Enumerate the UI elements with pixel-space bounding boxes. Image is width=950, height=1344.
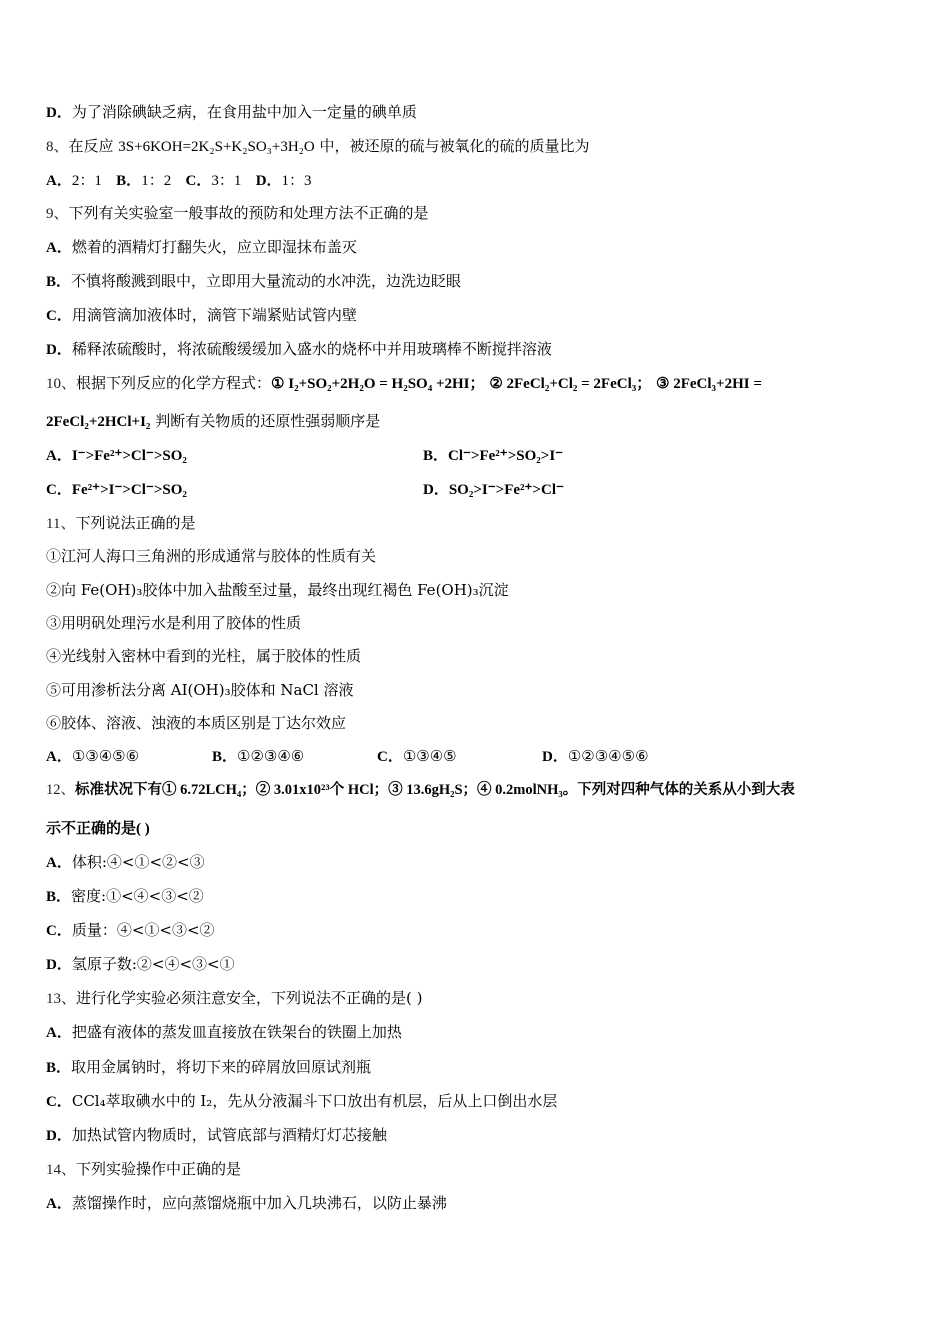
option-text: 加热试管内物质时，试管底部与酒精灯灯芯接触 (71, 1126, 387, 1144)
q13-option-a (46, 1022, 402, 1043)
option-letter: D． (46, 342, 72, 358)
q14-stem (46, 1159, 241, 1180)
q12-stem-line2 (46, 818, 150, 839)
option-letter: A． (46, 749, 72, 765)
option-text: CCl₄萃取碘水中的 I₂，先从分液漏斗下口放出有机层，后从上口倒出水层 (71, 1092, 558, 1110)
option-letter: B． (116, 173, 142, 189)
q12-option-a (46, 852, 205, 873)
option-text: ①③④⑤ (402, 747, 457, 765)
q9-option-c (46, 305, 357, 326)
q11-statement-5: ⑤可用渗析法分离 AI(OH)₃胶体和 NaCl 溶液 (46, 681, 354, 699)
q11-statement-3: ③用明矾处理污水是利用了胶体的性质 (46, 614, 302, 632)
question-stem-b: 示不正确的是( ) (46, 821, 150, 837)
option-letter: C． (377, 749, 403, 765)
question-stem-pre: 根据下列反应的化学方程式： (76, 374, 272, 392)
q9-stem (46, 203, 429, 224)
question-number: 12、 (46, 782, 75, 798)
option-letter: D． (46, 105, 72, 121)
option-letter: A． (46, 240, 72, 256)
option-letter: B． (212, 749, 238, 765)
option-text: 燃着的酒精灯打翻失火，应立即湿抹布盖灭 (71, 238, 357, 256)
option-letter: C． (46, 308, 72, 324)
option-text: 把盛有液体的蒸发皿直接放在铁架台的铁圈上加热 (71, 1023, 402, 1041)
q12-option-d (46, 954, 235, 975)
option-letter: C． (185, 173, 212, 189)
q11-statement-4: ④光线射入密林中看到的光柱，属于胶体的性质 (46, 647, 362, 665)
equation-3b: 2FeCl₂+2HCl+I₂ (46, 414, 151, 430)
q11-stem (46, 513, 195, 534)
q9-option-d (46, 339, 552, 360)
question-stem-post: 中，被还原的硫与被氧化的硫的质量比为 (314, 137, 590, 155)
q14-option-a (46, 1193, 447, 1214)
option-text: ①③④⑤⑥ (71, 747, 140, 765)
option-text: 密度:①<④<③<② (71, 887, 204, 905)
option-text: 稀释浓硫酸时，将浓硫酸缓缓加入盛水的烧杯中并用玻璃棒不断搅拌溶液 (71, 340, 552, 358)
option-text: ①②③④⑥ (237, 747, 305, 765)
question-stem-pre: 在反应 (68, 137, 119, 155)
question-number: 14、 (46, 1162, 77, 1178)
q10-options-row2 (46, 479, 906, 500)
option-text: 为了消除碘缺乏病，在食用盐中加入一定量的碘单质 (71, 103, 417, 121)
option-letter: A． (46, 1025, 72, 1041)
q10-options-row1 (46, 445, 906, 466)
q7-option-d (46, 102, 417, 123)
option-letter: A． (46, 448, 72, 464)
q10-stem-line1 (46, 373, 762, 394)
q12-option-c (46, 920, 215, 941)
option-letter: C． (46, 923, 72, 939)
question-stem-a: 标准状况下有① 6.72LCH₄；② 3.01x10²³个 HCl；③ 13.6gH₂S；④ 0.2molNH₃。下列对四种气体的关系从小到大表 (75, 782, 795, 798)
option-text: SO₂>I⁻>Fe²⁺>Cl⁻ (448, 482, 564, 498)
q11-statement-2: ②向 Fe(OH)₃胶体中加入盐酸至过量，最终出现红褐色 Fe(OH)₃沉淀 (46, 581, 509, 599)
option-letter: B． (423, 448, 449, 464)
question-number: 11、 (46, 516, 76, 532)
q13-stem (46, 988, 423, 1009)
option-text: Fe²⁺>I⁻>Cl⁻>SO₂ (71, 482, 187, 498)
option-letter: C． (46, 1094, 72, 1110)
question-number: 9、 (46, 206, 69, 222)
q13-option-b (46, 1057, 371, 1078)
option-text: 1：2 (141, 173, 172, 189)
option-letter: A． (46, 1196, 72, 1212)
option-text: 不慎将酸溅到眼中，立即用大量流动的水冲洗，边洗边眨眼 (71, 272, 462, 290)
option-letter: C． (46, 482, 72, 498)
q10-stem-line2 (46, 411, 380, 432)
option-letter: B． (46, 889, 72, 905)
option-text: 氢原子数:②<④<③<① (71, 955, 235, 973)
option-letter: D． (255, 173, 282, 189)
equation-1: ① I₂+SO₂+2H₂O = H₂SO₄ +2HI； (271, 376, 485, 392)
question-stem: 进行化学实验必须注意安全，下列说法不正确的是( ) (76, 989, 423, 1007)
option-letter: B． (46, 1060, 72, 1076)
option-text: 用滴管滴加液体时，滴管下端紧贴试管内壁 (71, 306, 357, 324)
q9-option-b (46, 271, 461, 292)
q13-option-c (46, 1091, 557, 1112)
option-letter: D． (46, 957, 72, 973)
option-text: 2：1 (71, 173, 102, 189)
q12-option-b (46, 886, 204, 907)
question-stem: 下列有关实验室一般事故的预防和处理方法不正确的是 (68, 204, 429, 222)
option-letter: D． (542, 749, 568, 765)
q8-options (46, 170, 312, 191)
option-text: 取用金属钠时，将切下来的碎屑放回原试剂瓶 (71, 1058, 372, 1076)
option-text: ①②③④⑤⑥ (567, 747, 649, 765)
equation-2: ② 2FeCl₂+Cl₂ = 2FeCl₃； (489, 376, 652, 392)
q8-stem (46, 136, 590, 157)
option-text: I⁻>Fe²⁺>Cl⁻>SO₂ (71, 448, 187, 464)
option-text: 质量：④<①<③<② (71, 921, 215, 939)
equation: 3S+6KOH=2K₂S+K₂SO₃+3H₂O (118, 139, 315, 155)
question-stem: 下列实验操作中正确的是 (76, 1160, 242, 1178)
equation-3a: ③ 2FeCl₃+2HI = (656, 376, 762, 392)
option-letter: D． (423, 482, 449, 498)
option-text: 蒸馏操作时，应向蒸馏烧瓶中加入几块沸石，以防止暴沸 (71, 1194, 447, 1212)
question-number: 10、 (46, 376, 77, 392)
question-number: 8、 (46, 139, 69, 155)
q11-statement-6: ⑥胶体、溶液、浊液的本质区别是丁达尔效应 (46, 714, 347, 732)
question-stem: 下列说法正确的是 (75, 514, 196, 532)
q13-option-d (46, 1125, 387, 1146)
option-text: 体积:④<①<②<③ (71, 853, 205, 871)
q11-statement-1: ①江河人海口三角洲的形成通常与胶体的性质有关 (46, 547, 377, 565)
option-text: 1：3 (281, 173, 312, 189)
question-number: 13、 (46, 991, 77, 1007)
option-text: 3：1 (211, 173, 242, 189)
question-stem-post: 判断有关物质的还原性强弱顺序是 (150, 412, 381, 430)
q9-option-a (46, 237, 357, 258)
q12-stem-line1 (46, 780, 795, 800)
option-letter: A． (46, 173, 72, 189)
option-letter: B． (46, 274, 72, 290)
option-letter: D． (46, 1128, 72, 1144)
option-letter: A． (46, 855, 72, 871)
option-text: Cl⁻>Fe²⁺>SO₂>I⁻ (448, 448, 564, 464)
